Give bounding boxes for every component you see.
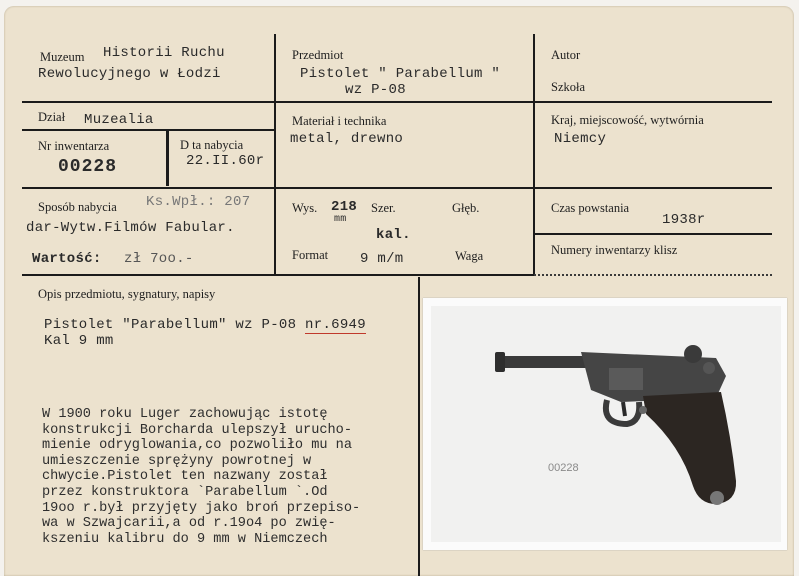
height-value: 218	[331, 199, 358, 215]
author-label: Autor	[551, 48, 581, 62]
photo-background	[431, 306, 781, 542]
value-label: Wartość:	[32, 251, 102, 267]
pistol-icon	[431, 306, 781, 542]
height-unit: mm	[334, 214, 347, 225]
origin-label: Kraj, miejscowość, wytwórnia	[551, 113, 704, 127]
plates-label: Numery inwentarzy klisz	[551, 243, 678, 257]
material-value: metal, drewno	[290, 131, 404, 147]
museum-value-1: Historii Ruchu	[103, 45, 225, 61]
item-value-1: Pistolet " Parabellum "	[300, 66, 501, 82]
description-line-1	[44, 317, 366, 333]
inventory-value: 00228	[58, 157, 118, 177]
school-line	[534, 101, 772, 102]
history-line: chwycie.Pistolet ten nazwany został	[42, 469, 328, 485]
history-line: mienie odryglowania,co pozwoliło mu na	[42, 438, 352, 454]
acquisition-book-ref: Ks.Wpł.: 207	[146, 194, 251, 210]
plates-dotted-line	[534, 274, 772, 276]
history-text	[42, 407, 360, 547]
description-line-2: Kal 9 mm	[44, 333, 114, 349]
height-label: Wys.	[292, 201, 318, 215]
museum-value-2: Rewolucyjnego w Łodzi	[38, 66, 221, 82]
caliber-label: kal.	[376, 227, 411, 243]
description-label: Opis przedmiotu, sygnatury, napisy	[38, 287, 216, 301]
material-label: Materiał i technika	[292, 114, 387, 128]
creation-value: 1938r	[662, 212, 706, 228]
value-amount: zł 7oo.-	[124, 251, 194, 267]
creation-label: Czas powstania	[551, 201, 630, 215]
creation-line	[534, 233, 772, 235]
inventory-box-divider	[166, 130, 169, 186]
origin-value: Niemcy	[554, 131, 607, 147]
width-label: Szer.	[371, 201, 396, 215]
pistol-photo	[423, 298, 787, 550]
row2-bottom-line	[22, 187, 772, 189]
format-value: 9 m/m	[360, 251, 404, 267]
history-line: kszeniu kalibru do 9 mm w Niemczech	[42, 531, 328, 547]
col1-divider-top	[274, 34, 276, 274]
museum-label: Muzeum	[40, 50, 85, 64]
col2-divider	[533, 34, 535, 274]
acquisition-method-value: dar-Wytw.Filmów Fabular.	[26, 220, 235, 236]
history-line: umieszczenie sprężyny powrotnej w	[42, 453, 312, 469]
history-line: W 1900 roku Luger zachowując istotę	[42, 407, 328, 422]
description-divider	[418, 277, 420, 576]
weight-label: Waga	[455, 249, 484, 263]
description-model: Pistolet "Parabellum" wz P-08	[44, 317, 306, 333]
item-label: Przedmiot	[292, 48, 344, 62]
history-line: konstrukcji Borcharda ulepszył urucho-	[42, 422, 352, 438]
history-line: przez konstruktora `Parabellum `.Od	[42, 484, 328, 500]
inventory-box-top-line	[22, 129, 274, 131]
acquisition-date-value: 22.II.60r	[186, 153, 265, 169]
serial-number: nr.6949	[305, 317, 366, 333]
history-line: 19oo r.był przyjęty jako broń przepiso-	[42, 500, 361, 516]
acquisition-date-label: D ta nabycia	[180, 138, 244, 152]
school-label: Szkoła	[551, 80, 586, 94]
photo-inventory-number: 00228	[548, 462, 579, 474]
row3-bottom-line	[22, 274, 534, 276]
format-label: Format	[292, 248, 329, 262]
depth-label: Głęb.	[452, 201, 480, 215]
history-line: wa w Szwajcarii,a od r.19o4 po zwię-	[42, 516, 336, 532]
department-label: Dział	[38, 110, 66, 124]
item-value-2: wz P-08	[345, 82, 406, 98]
acquisition-method-label: Sposób nabycia	[38, 200, 117, 214]
department-value: Muzealia	[84, 112, 154, 128]
inventory-label: Nr inwentarza	[38, 139, 110, 153]
